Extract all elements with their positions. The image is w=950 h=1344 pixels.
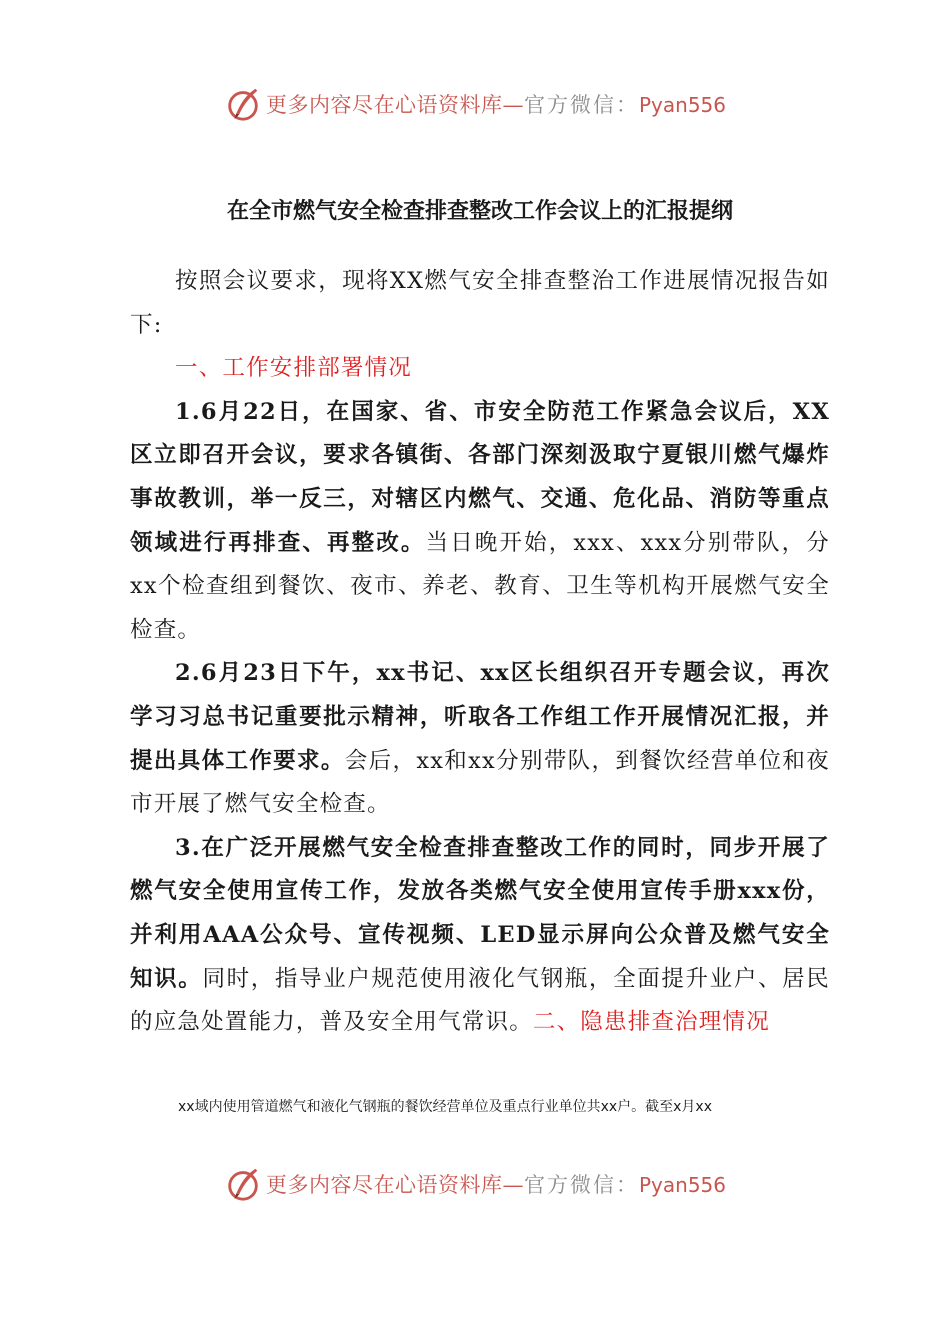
- banner-slogan: 更多内容尽在心语资料库—: [265, 93, 524, 117]
- document-title: 在全市燃气安全检查排查整改工作会议上的汇报提纲: [226, 198, 733, 224]
- item-3-bold-text: 3.在广泛开展燃气安全检查排查整改工作的同时，同步开展了燃气安全使用宣传工作，发放各类燃气安全使用宣传手册xxx份，并利用AAA公众号、宣传视频、LED显示屏向公众普及燃气安全知识。: [130, 834, 830, 992]
- item-paragraph-1: [130, 391, 830, 653]
- item-1-normal-text: 当日晚开始，xxx、xxx分别带队，分xx个检查组到餐饮、夜市、养老、教育、卫生等机构开展燃气安全检查。: [130, 529, 831, 643]
- banner-slogan: 更多内容尽在心语资料库—: [265, 1173, 524, 1197]
- item-2-bold-text: 2.6月23日下午，xx书记、xx区长组织召开专题会议，再次学习习总书记重要批示精神，听取各工作组工作开展情况汇报，并提出具体工作要求。: [130, 660, 830, 774]
- document-body: [130, 190, 830, 1045]
- item-paragraph-3: [130, 827, 830, 1045]
- quill-pen-logo-icon: [224, 1165, 262, 1203]
- item-paragraph-2: [130, 652, 830, 826]
- footer-banner: [0, 1162, 950, 1206]
- intro-paragraph: 按照会议要求，现将XX燃气安全排查整治工作进展情况报告如下:: [130, 268, 830, 338]
- item-3-normal-text: 同时，指导业户规范使用液化气钢瓶，全面提升业户、居民的应急处置能力，普及安全用气常识。: [130, 965, 830, 1036]
- banner-wechat-handle: Pyan556: [638, 93, 726, 117]
- banner-wechat-label: 官方微信：: [523, 1173, 639, 1197]
- quill-pen-logo-icon: [224, 85, 262, 123]
- item-2-normal-text: 会后，xx和xx分别带队，到餐饮经营单位和夜市开展了燃气安全检查。: [130, 747, 830, 818]
- small-note-text: xx域内使用管道燃气和液化气钢瓶的餐饮经营单位及重点行业单位共xx户。截至x月xx: [178, 1099, 712, 1115]
- banner-text: [266, 89, 726, 119]
- banner-text: [266, 1169, 726, 1199]
- header-banner: [0, 82, 950, 126]
- section-heading-1: 一、工作安排部署情况: [175, 355, 413, 382]
- item-1-bold-text: 1.6月22日，在国家、省、市安全防范工作紧急会议后，XX区立即召开会议，要求各镇街、各部门深刻汲取宁夏银川燃气爆炸事故教训，举一反三，对辖区内燃气、交通、危化品、消防等重点领域进行再排查、再整改。: [130, 398, 830, 556]
- banner-wechat-label: 官方微信：: [523, 93, 639, 117]
- banner-wechat-handle: Pyan556: [638, 1173, 726, 1197]
- section-heading-2: 二、隐患排查治理情况: [532, 1009, 770, 1036]
